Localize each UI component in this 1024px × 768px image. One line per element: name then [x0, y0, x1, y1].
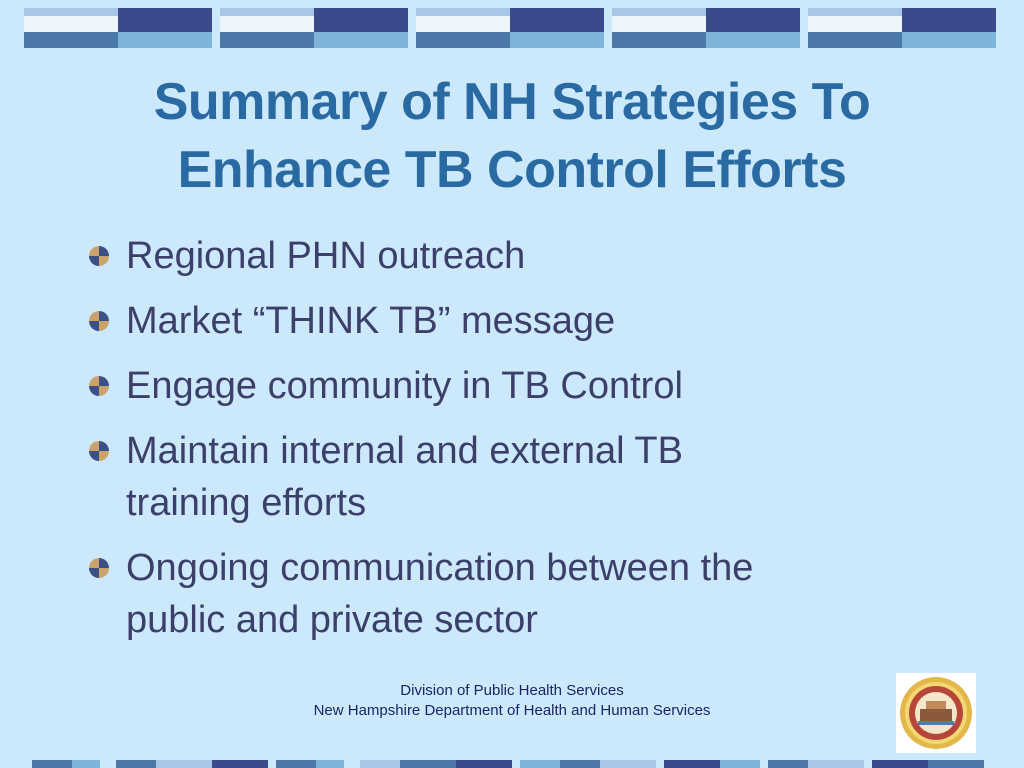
title-line-1: Summary of NH Strategies To [153, 73, 871, 131]
top-decorative-band [0, 8, 1024, 48]
bullet-text: Regional PHN outreach [126, 235, 526, 277]
quartered-circle-icon [88, 375, 110, 397]
title-line-2: Enhance TB Control Efforts [177, 141, 847, 199]
bullet-text: Market “THINK TB” message [126, 300, 616, 342]
bottom-decorative-band [0, 760, 1024, 768]
quartered-circle-icon [88, 557, 110, 579]
bullet-item [88, 295, 948, 347]
footer-department: New Hampshire Department of Health and Human Services [313, 702, 711, 719]
state-seal-icon [896, 673, 976, 753]
bullet-text: Maintain internal and external TB [126, 430, 683, 472]
bullet-text: Ongoing communication between the [126, 547, 754, 589]
band-tile [220, 8, 408, 48]
quartered-circle-icon [88, 310, 110, 332]
bullet-list [88, 230, 948, 659]
bullet-text-continued: public and private sector [126, 599, 538, 641]
bullet-text-continued: training efforts [126, 482, 367, 524]
bullet-text: Engage community in TB Control [126, 365, 683, 407]
quartered-circle-icon [88, 245, 110, 267]
bullet-item [88, 230, 948, 282]
bullet-item [88, 425, 948, 529]
footer-division: Division of Public Health Services [400, 682, 624, 699]
band-tile [24, 8, 212, 48]
quartered-circle-icon [88, 440, 110, 462]
band-tile [416, 8, 604, 48]
footer [0, 681, 1024, 721]
bullet-item [88, 542, 948, 646]
slide-title [0, 68, 1024, 204]
band-tile [612, 8, 800, 48]
band-tile [808, 8, 996, 48]
bullet-item [88, 360, 948, 412]
